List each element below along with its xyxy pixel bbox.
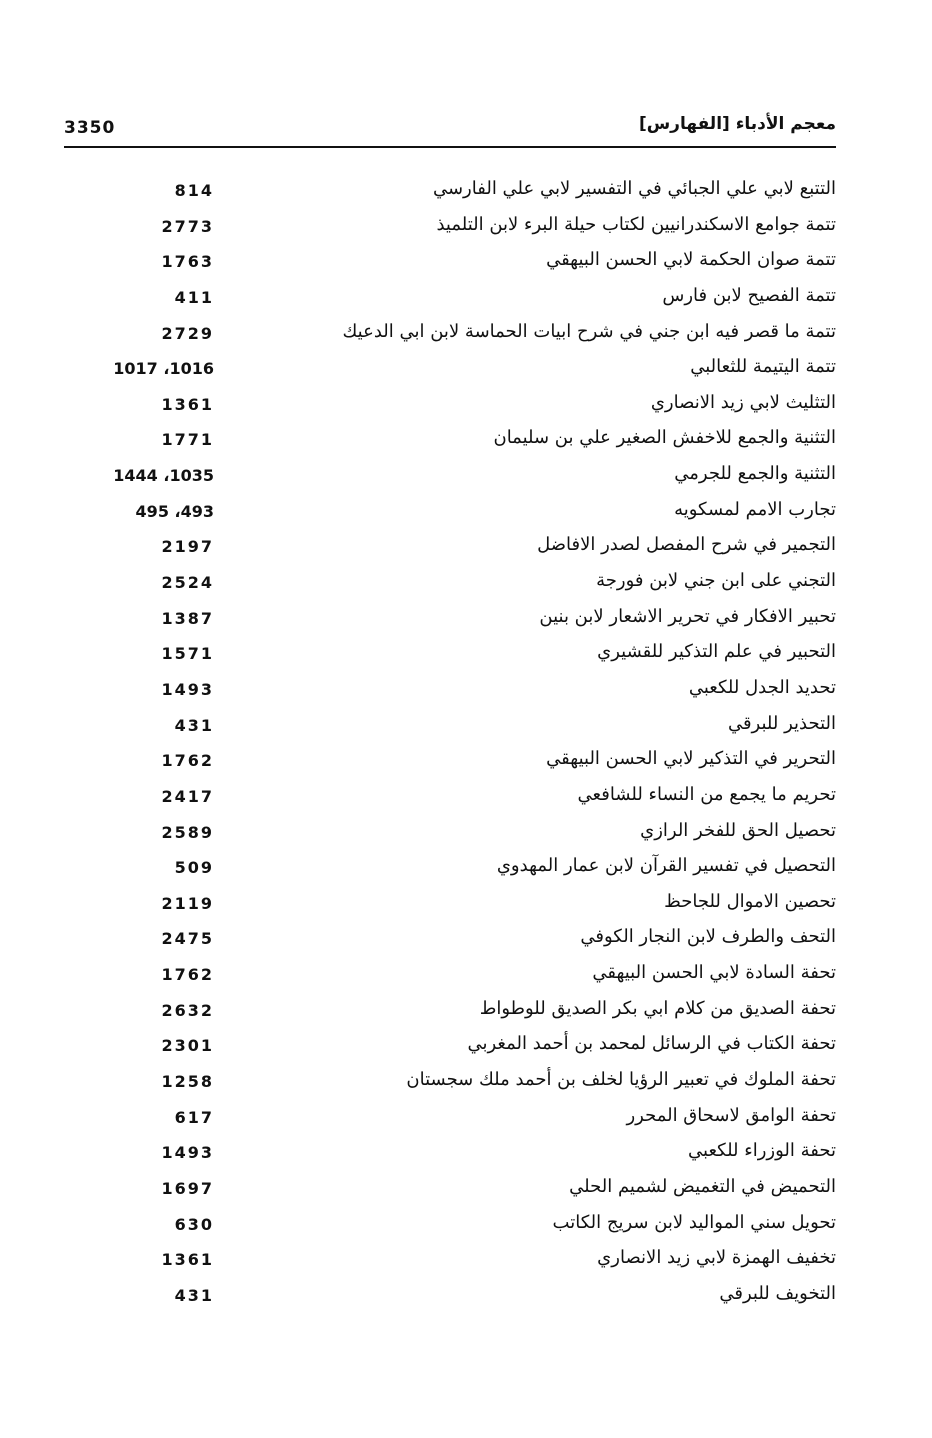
index-list (64, 174, 836, 1315)
entry-title: تتمة جوامع الاسكندرانيين لكتاب حيلة البرء لابن التلميذ (436, 213, 836, 235)
entry-page-numbers: 2417 (161, 786, 214, 806)
entry-title: التحذير للبرقي (727, 712, 836, 734)
entry-title: التثنية والجمع للجرمي (674, 463, 836, 485)
entry-title: تحفة الوزراء للكعبي (688, 1140, 836, 1162)
index-entry (64, 816, 836, 852)
entry-title: تخفيف الهمزة لابي زيد الانصاري (597, 1247, 836, 1269)
entry-title: تحفة الملوك في تعبير الرؤيا لخلف بن أحمد ملك سجستان (406, 1069, 836, 1091)
index-entry (64, 1208, 836, 1244)
index-entry (64, 922, 836, 958)
index-entry (64, 1243, 836, 1279)
index-entry (64, 352, 836, 388)
entry-title: تحويل سني المواليد لابن سريج الكاتب (552, 1211, 836, 1233)
entry-title: التحرير في التذكير لابي الحسن البيهقي (546, 748, 836, 770)
entry-page-numbers: 617 (174, 1107, 214, 1127)
index-entry (64, 245, 836, 281)
index-entry (64, 1029, 836, 1065)
entry-page-numbers: 431 (174, 715, 214, 735)
entry-page-numbers: 1258 (161, 1072, 214, 1092)
entry-title: تحبير الافكار في تحرير الاشعار لابن بنين (539, 605, 836, 627)
entry-page-numbers: 1762 (161, 965, 214, 985)
entry-page-numbers: 2301 (161, 1036, 214, 1056)
entry-page-numbers: 411 (174, 287, 214, 307)
entry-page-numbers: 509 (174, 858, 214, 878)
entry-page-numbers: 2197 (161, 537, 214, 557)
entry-title: تحفة السادة لابي الحسن البيهقي (592, 962, 836, 984)
entry-page-numbers: 1387 (161, 608, 214, 628)
entry-title: تحصيل الحق للفخر الرازي (640, 819, 836, 841)
index-entry (64, 851, 836, 887)
entry-page-numbers: 1697 (161, 1178, 214, 1198)
entry-title: تتمة الفصيح لابن فارس (662, 284, 836, 306)
entry-title: التثنية والجمع للاخفش الصغير علي بن سليمان (493, 427, 836, 449)
index-entry (64, 530, 836, 566)
entry-page-numbers: 431 (174, 1285, 214, 1305)
index-entry (64, 673, 836, 709)
index-entry (64, 709, 836, 745)
entry-title: تحفة الصديق من كلام ابي بكر الصديق للوطواط (479, 997, 836, 1019)
entry-title: التحميض في التغميض لشميم الحلي (569, 1175, 836, 1197)
entry-title: تحفة الوامق لاسحاق المحرر (626, 1104, 836, 1126)
index-entry (64, 210, 836, 246)
index-entry (64, 637, 836, 673)
entry-title: تحفة الكتاب في الرسائل لمحمد بن أحمد المغربي (467, 1033, 836, 1055)
index-entry (64, 459, 836, 495)
entry-page-numbers: 1361 (161, 1250, 214, 1270)
entry-page-numbers: 630 (174, 1214, 214, 1234)
index-entry (64, 958, 836, 994)
entry-page-numbers: 2729 (161, 323, 214, 343)
index-entry (64, 174, 836, 210)
entry-page-numbers: 2119 (161, 893, 214, 913)
entry-title: تحديد الجدل للكعبي (688, 676, 836, 698)
index-entry (64, 495, 836, 531)
entry-title: التحف والطرف لابن النجار الكوفي (580, 926, 836, 948)
entry-page-numbers: 1762 (161, 751, 214, 771)
entry-page-numbers: 1493 (161, 679, 214, 699)
entry-title: التثليث لابي زيد الانصاري (650, 391, 836, 413)
entry-page-numbers: 1571 (161, 644, 214, 664)
index-entry (64, 1065, 836, 1101)
index-entry (64, 602, 836, 638)
index-entry (64, 281, 836, 317)
entry-page-numbers: 814 (174, 181, 214, 200)
entry-title: التجني على ابن جني لابن فورجة (596, 570, 836, 592)
page-header (64, 108, 836, 148)
entry-page-numbers: 1763 (161, 252, 214, 272)
entry-page-numbers: 1444 ،1035 (113, 466, 214, 486)
entry-page-numbers: 2773 (161, 216, 214, 236)
entry-page-numbers: 1771 (161, 430, 214, 450)
index-entry (64, 317, 836, 353)
entry-title: تجارب الامم لمسكويه (674, 498, 836, 520)
entry-title: التحصيل في تفسير القرآن لابن عمار المهدوي (496, 855, 836, 877)
entry-page-numbers: 2632 (161, 1000, 214, 1020)
entry-page-numbers: 1493 (161, 1143, 214, 1163)
entry-title: تتمة اليتيمة للثعالبي (690, 356, 836, 378)
entry-title: تتمة صوان الحكمة لابي الحسن البيهقي (546, 249, 836, 271)
index-entry (64, 780, 836, 816)
entry-title: التحبير في علم التذكير للقشيري (597, 641, 836, 663)
index-entry (64, 388, 836, 424)
index-entry (64, 1279, 836, 1315)
index-entry (64, 994, 836, 1030)
entry-page-numbers: 2524 (161, 573, 214, 593)
entry-title: التجمير في شرح المفصل لصدر الافاضل (537, 534, 836, 556)
entry-page-numbers: 495 ،493 (135, 501, 214, 521)
entry-page-numbers: 1361 (161, 394, 214, 414)
entry-title: تتمة ما قصر فيه ابن جني في شرح ابيات الحماسة لابن ابي الدعيك (342, 320, 836, 342)
entry-page-numbers: 1017 ،1016 (113, 359, 214, 379)
index-entry (64, 1136, 836, 1172)
index-entry (64, 1172, 836, 1208)
entry-title: التخويف للبرقي (719, 1282, 836, 1304)
entry-title: تحريم ما يجمع من النساء للشافعي (577, 783, 836, 805)
entry-title: التتبع لابي علي الجبائي في التفسير لابي علي الفارسي (432, 178, 836, 199)
index-entry (64, 1101, 836, 1137)
running-title: معجم الأدباء [الفهارس] (638, 114, 836, 134)
index-entry (64, 423, 836, 459)
index-entry (64, 744, 836, 780)
entry-page-numbers: 2475 (161, 929, 214, 949)
page-number: 3350 (64, 118, 116, 138)
index-entry (64, 887, 836, 923)
entry-title: تحصين الاموال للجاحظ (664, 890, 836, 912)
index-entry (64, 566, 836, 602)
entry-page-numbers: 2589 (161, 822, 214, 842)
